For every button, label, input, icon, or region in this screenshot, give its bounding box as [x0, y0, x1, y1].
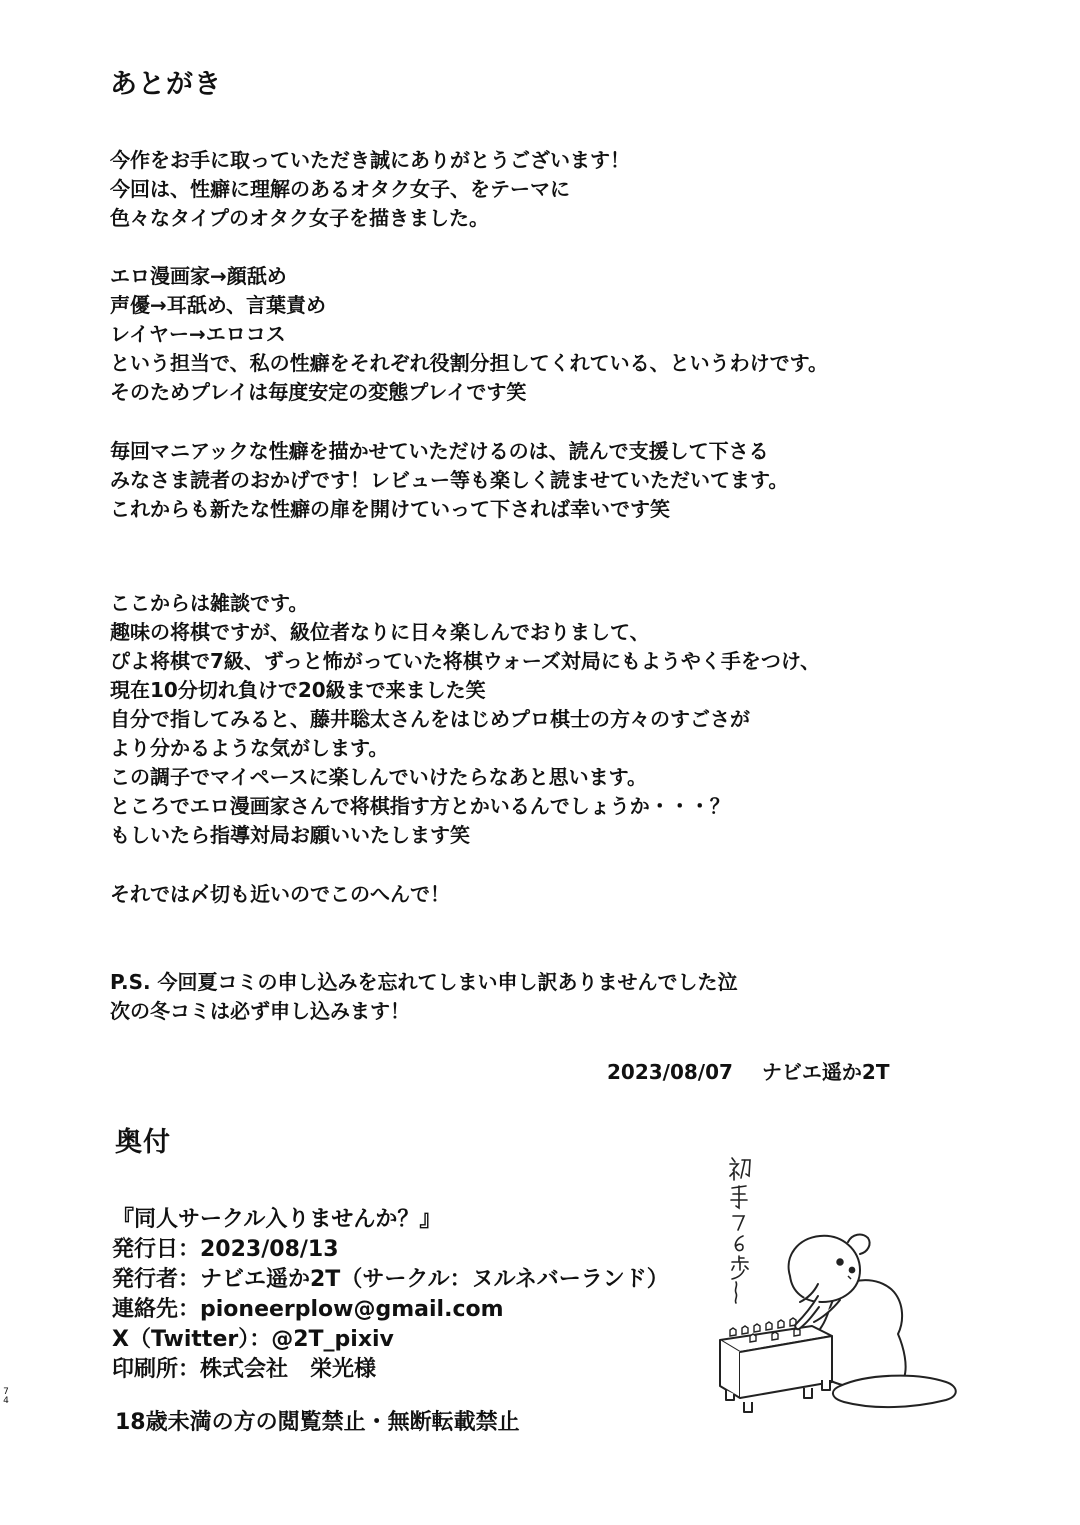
text-line: そのためプレイは毎度安定の変態プレイです笑 [110, 380, 527, 404]
text-line: もしいたら指導対局お願いいたします笑 [110, 823, 470, 847]
shogi-hamster-illustration [700, 1150, 980, 1420]
afterword-postscript [110, 968, 738, 1026]
text-line: それでは〆切も近いのでこのへんで！ [110, 882, 450, 906]
age-restriction-notice: 18歳未満の方の閲覧禁止・無断転載禁止 [115, 1410, 520, 1435]
colophon-title: 奥付 [115, 1127, 171, 1158]
afterword-title: あとがき [110, 69, 222, 100]
signature-date: 2023/08/07 [607, 1060, 733, 1084]
handwritten-caption-icon [730, 1158, 750, 1303]
text-line: P.S. 今回夏コミの申し込みを忘れてしまい申し訳ありませんでした泣 [110, 970, 738, 994]
text-line: これからも新たな性癖の扉を開けていって下されば幸いです笑 [110, 497, 670, 521]
colophon-publisher: 発行者：ナビエ遥か2T（サークル：ヌルネバーランド） [112, 1267, 669, 1292]
text-line: 色々なタイプのオタク女子を描きました。 [110, 206, 489, 230]
afterword-paragraph-1 [110, 146, 630, 233]
text-line: 次の冬コミは必ず申し込みます！ [110, 999, 410, 1023]
text-line: ところでエロ漫画家さんで将棋指す方とかいるんでしょうか・・・？ [110, 794, 730, 818]
afterword-paragraph-3 [110, 437, 788, 524]
text-line: 趣味の将棋ですが、級位者なりに日々楽しんでおりまして、 [110, 620, 650, 644]
hamster-arm-icon [795, 1296, 819, 1329]
text-line: レイヤー→エロコス [110, 322, 286, 346]
text-line: ここからは雑談です。 [110, 591, 309, 615]
page-number-digit: 7 [3, 1387, 9, 1397]
text-line: より分かるような気がします。 [110, 736, 389, 760]
text-line: 今回は、性癖に理解のあるオタク女子、をテーマに [110, 177, 570, 201]
text-line: 声優→耳舐め、言葉責め [110, 293, 326, 317]
colophon-printer: 印刷所：株式会社 栄光様 [112, 1357, 377, 1382]
afterword-paragraph-2 [110, 262, 828, 407]
text-line: 今作をお手に取っていただき誠にありがとうございます！ [110, 148, 630, 172]
afterword-signature [607, 1056, 889, 1085]
colophon-issue-date: 発行日：2023/08/13 [112, 1237, 339, 1262]
hamster-shogi-drawing [700, 1150, 980, 1420]
page-number [2, 1388, 10, 1406]
text-line: という担当で、私の性癖をそれぞれ役割分担してくれている、というわけです。 [110, 351, 828, 375]
colophon-details [112, 1205, 669, 1385]
signature-author: ナビエ遥か2T [761, 1060, 890, 1084]
colophon-book-title: 『同人サークル入りませんか？』 [112, 1207, 442, 1232]
colophon-contact: 連絡先：pioneerplow@gmail.com [112, 1297, 504, 1322]
colophon-twitter: X（Twitter）：@2T_pixiv [112, 1327, 394, 1352]
text-line: この調子でマイペースに楽しんでいけたらなあと思います。 [110, 765, 647, 789]
text-line: みなさま読者のおかげです！レビュー等も楽しく読ませていただいてます。 [110, 468, 789, 492]
afterword-paragraph-4 [110, 589, 820, 850]
text-line: 現在10分切れ負けで20級まで来ました笑 [110, 678, 486, 702]
afterword-paragraph-5 [110, 880, 450, 909]
text-line: エロ漫画家→顔舐め [110, 264, 287, 288]
text-line: 自分で指してみると、藤井聡太さんをはじめプロ棋士の方々のすごさが [110, 707, 750, 731]
page-number-digit: 4 [3, 1396, 9, 1406]
text-line: ぴよ将棋で7級、ずっと怖がっていた将棋ウォーズ対局にもようやく手をつけ、 [110, 649, 821, 673]
text-line: 毎回マニアックな性癖を描かせていただけるのは、読んで支援して下さる [110, 439, 769, 463]
